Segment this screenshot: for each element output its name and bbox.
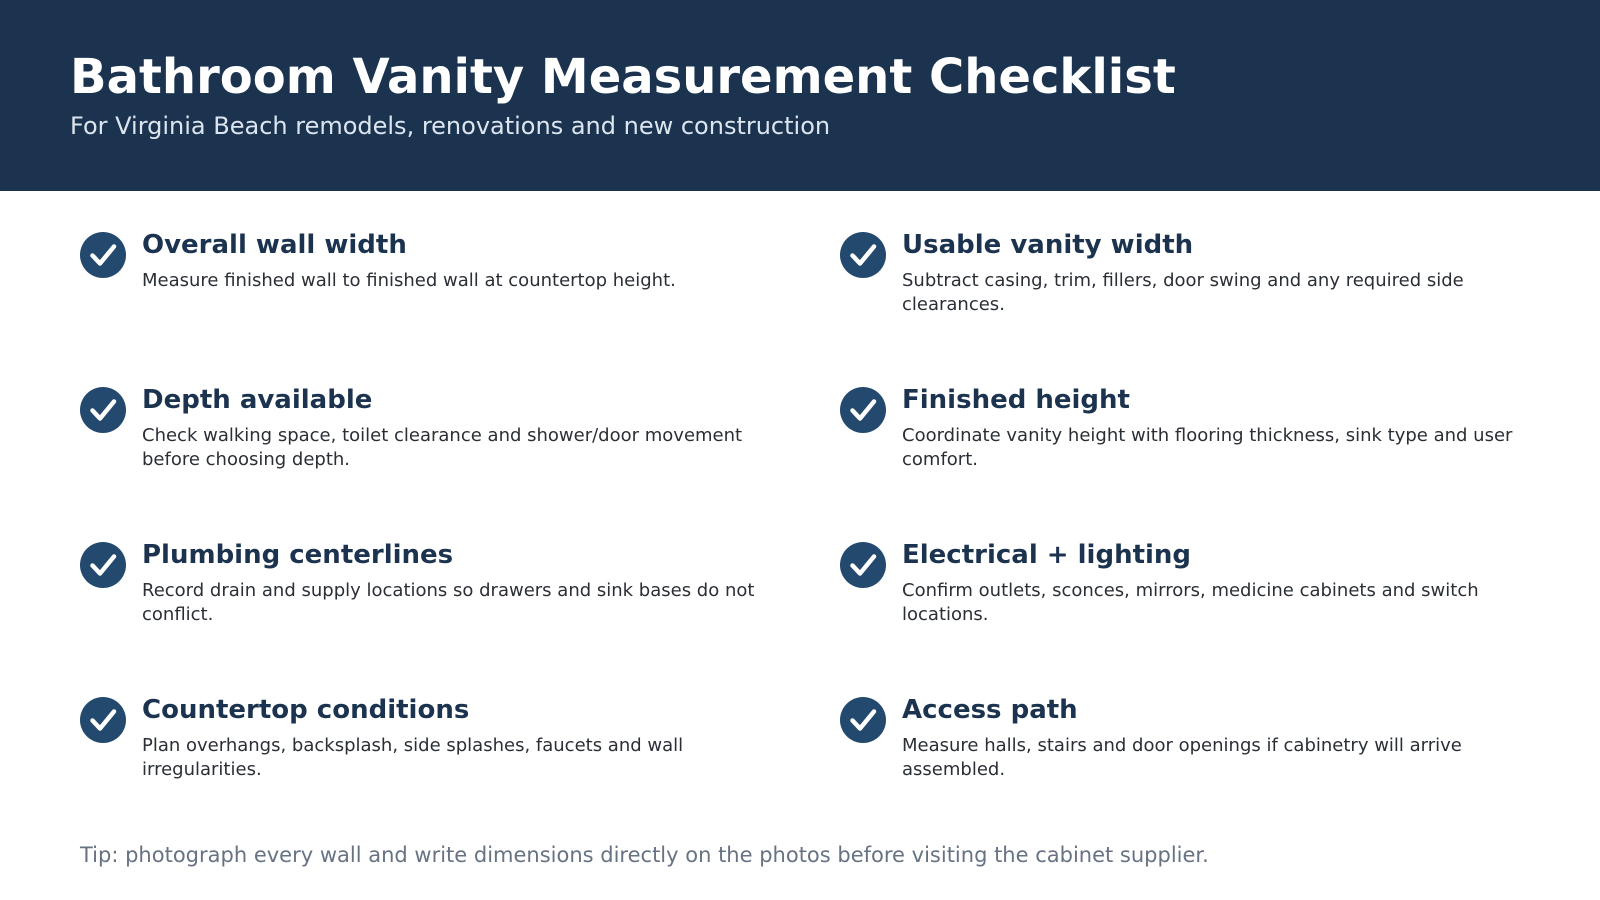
checklist-item-description: Measure finished wall to finished wall at countertop height.: [142, 270, 676, 291]
checklist-item-description: Record drain and supply locations so drawers and sink bases do not conflict.: [142, 580, 755, 625]
checkmark-icon: [840, 542, 886, 588]
page-title: Bathroom Vanity Measurement Checklist: [70, 49, 1176, 105]
checklist-item-description: Confirm outlets, sconces, mirrors, medicine cabinets and switch locations.: [902, 580, 1479, 625]
checklist-item-description: Coordinate vanity height with flooring thickness, sink type and user comfort.: [902, 425, 1513, 470]
checkmark-icon: [80, 542, 126, 588]
checklist-item-access-path: [840, 694, 1540, 814]
checkmark-icon: [80, 697, 126, 743]
checklist-item-plumbing-centerlines: [80, 539, 780, 659]
footer-tip: Tip: photograph every wall and write dimensions directly on the photos before visiting the cabinet supplier.: [80, 843, 1209, 867]
checklist-item-countertop-conditions: [80, 694, 780, 814]
page-subtitle: For Virginia Beach remodels, renovations and new construction: [70, 112, 831, 140]
checklist-item-depth-available: [80, 384, 780, 504]
checkmark-icon: [840, 697, 886, 743]
checkmark-icon: [80, 387, 126, 433]
checklist-item-title: Overall wall width: [142, 230, 407, 260]
checklist-item-overall-wall-width: [80, 229, 780, 349]
checklist-item-usable-vanity-width: [840, 229, 1540, 349]
header-banner: [0, 0, 1600, 191]
checkmark-icon: [840, 387, 886, 433]
checklist-item-title: Usable vanity width: [902, 230, 1194, 260]
checkmark-icon: [840, 232, 886, 278]
checklist-item-title: Finished height: [902, 385, 1130, 415]
checklist-item-title: Electrical + lighting: [902, 540, 1192, 570]
checklist-item-description: Subtract casing, trim, fillers, door swing and any required side clearances.: [902, 270, 1464, 315]
checklist-item-title: Countertop conditions: [142, 695, 470, 725]
checklist-item-title: Plumbing centerlines: [142, 540, 454, 570]
checklist-item-description: Measure halls, stairs and door openings if cabinetry will arrive assembled.: [902, 735, 1462, 780]
checklist-item-electrical-lighting: [840, 539, 1540, 659]
checkmark-icon: [80, 232, 126, 278]
checklist-item-description: Check walking space, toilet clearance and shower/door movement before choosing depth.: [142, 425, 743, 470]
checklist-item-title: Depth available: [142, 385, 373, 415]
checklist-item-finished-height: [840, 384, 1540, 504]
checklist-item-title: Access path: [902, 695, 1078, 725]
checklist-item-description: Plan overhangs, backsplash, side splashes, faucets and wall irregularities.: [142, 735, 684, 780]
